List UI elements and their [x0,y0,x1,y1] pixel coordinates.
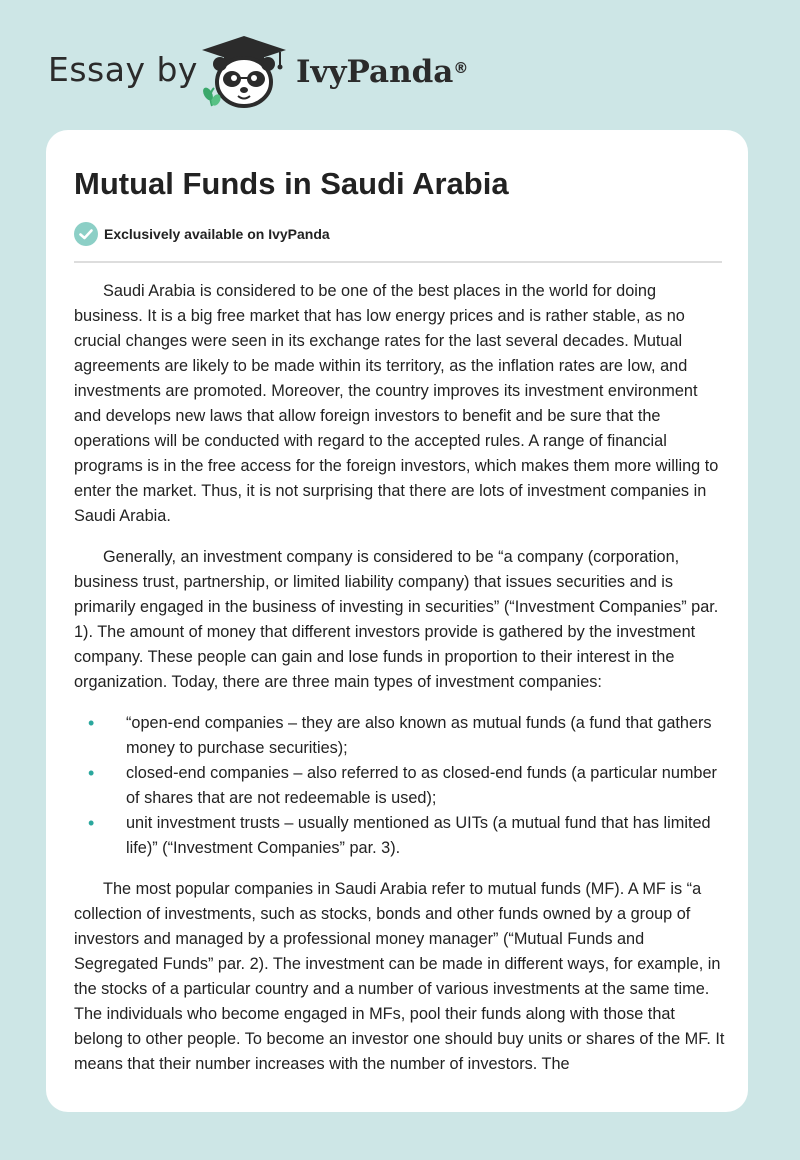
list-item-text: “open-end companies – they are also known as mutual funds (a fund that gathers money to purchase securities); [126,714,712,757]
list-item [88,811,726,861]
bullet-dot-icon: • [88,813,95,833]
divider [74,261,722,263]
paragraph: Saudi Arabia is considered to be one of the best places in the world for doing business. It is a big free market that has low energy prices and is rather stable, as no crucial changes were seen in its exchange rates for the last several decades. Mutual agreements are likely to be made within its territory, as the inflation rates are low, and investments are promoted. Moreover, the country improves its investment environment and develops new laws that allow foreign investors to benefit and be sure that the operations will be conducted with regard to the accepted rules. A range of financial programs is in the free access for the foreign investors, which makes them more willing to enter the market. Thus, it is not surprising that there are lots of investment companies in Saudi Arabia. [74,282,719,525]
list-item-text: unit investment trusts – usually mentioned as UITs (a mutual fund that has limited life)” (“Investment Companies” par. 3). [126,814,711,857]
essay-card [46,130,748,1112]
investment-types-list [74,711,726,861]
list-item-text: closed-end companies – also referred to as closed-end funds (a particular number of shares that are not redeemable is used); [126,764,717,807]
exclusive-badge [74,222,330,246]
paragraph: Generally, an investment company is considered to be “a company (corporation, business trust, partnership, or limited liability company) that issues securities and is primarily engaged in the business of investing in securities” (“Investment Companies” par. 1). The amount of money that different investors provide is gathered by the investment company. These people can gain and lose funds in proportion to their interest in the organization. Today, there are three main types of investment companies: [74,548,719,691]
bullet-dot-icon: • [88,763,95,783]
panda-graduate-icon[interactable] [198,34,290,110]
list-item [88,711,726,761]
bullet-dot-icon: • [88,713,95,733]
paragraph: The most popular companies in Saudi Arabia refer to mutual funds (MF). A MF is “a collection of investments, such as stocks, bonds and other funds owned by a group of investors and managed by a professional money manager” (“Mutual Funds and Segregated Funds” par. 2). The investment can be made in different ways, for example, in the stocks of a particular country and a number of various investments at the same time. The individuals who become engaged in MFs, pool their funds along with those that belong to other people. To become an investor one should buy units or shares of the MF. It means that their number increases with the number of investors. The [74,880,725,1073]
brand-prefix: Essay by [48,50,198,89]
page-title: Mutual Funds in Saudi Arabia [74,166,509,201]
list-item [88,761,726,811]
essay-body [74,279,726,1093]
exclusive-label: Exclusively available on IvyPanda [104,226,330,242]
brand-name[interactable]: IvyPanda® [296,54,469,90]
check-circle-icon [74,222,98,246]
site-header [0,0,800,130]
